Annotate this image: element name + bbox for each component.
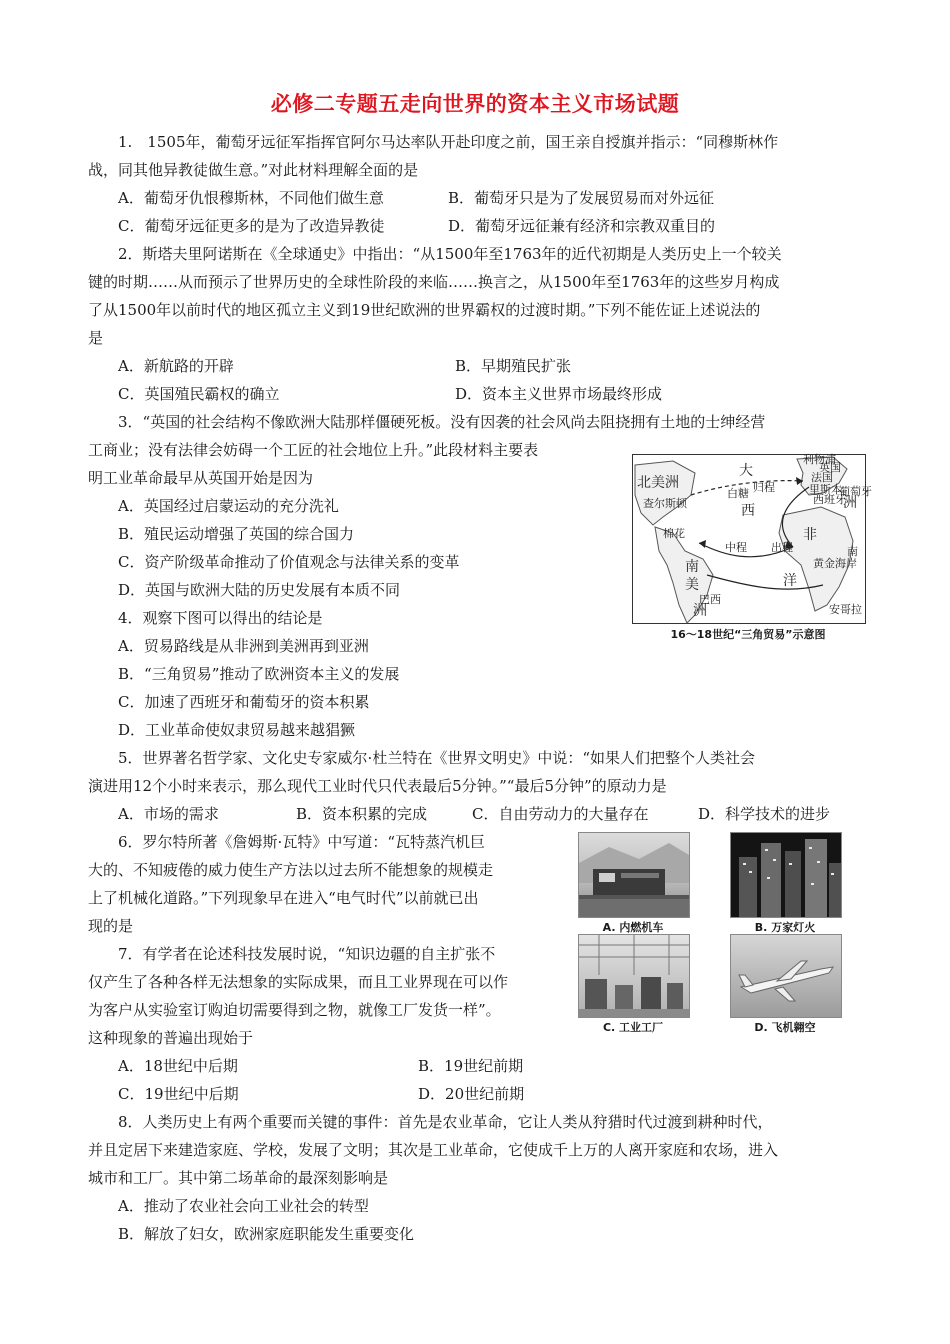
q4-option-c: C．加速了西班牙和葡萄牙的资本积累 [118, 693, 370, 711]
label-nan2: 南 [847, 545, 858, 558]
label-liverpool: 利物浦 [803, 453, 836, 466]
q1-option-a: A．葡萄牙仇恨穆斯林，不同他们做生意 [118, 189, 384, 207]
q3-option-d: D．英国与欧洲大陆的历史发展有本质不同 [118, 581, 401, 599]
q3-option-c: C．资产阶级革命推动了价值观念与法律关系的变革 [118, 553, 460, 571]
q8-option-a: A．推动了农业社会向工业社会的转型 [118, 1197, 369, 1215]
label-charleston: 查尔斯顿 [643, 497, 687, 510]
label-sugar: 白糖 [727, 487, 749, 500]
q4-stem-line1: 4．观察下图可以得出的结论是 [118, 609, 323, 627]
q3-stem-line2: 工商业；没有法律会妨碍一个工匠的社会地位上升。”此段材料主要表 [88, 441, 539, 459]
q8-option-b: B．解放了妇女，欧洲家庭职能发生重要变化 [118, 1225, 415, 1243]
photo-d-caption: D. 飞机翱空 [754, 1021, 816, 1034]
label-england: 英国 [819, 461, 841, 474]
label-zhou: 洲 [843, 495, 857, 511]
label-lisbon: 里斯本 [809, 483, 842, 496]
q3-stem-line3: 明工业革命最早从英国开始是因为 [88, 469, 314, 487]
label-brazil: 巴西 [699, 593, 721, 606]
q2-option-d: D．资本主义世界市场最终形成 [455, 385, 663, 403]
q6-stem-line4: 现的是 [88, 917, 134, 935]
label-angola: 安哥拉 [829, 603, 862, 616]
q8-stem-line3: 城市和工厂。其中第二场革命的最深刻影响是 [88, 1169, 389, 1187]
q2-option-c: C．英国殖民霸权的确立 [118, 385, 280, 403]
q7-option-d: D．20世纪前期 [418, 1085, 525, 1103]
q7-option-b: B．19世纪前期 [418, 1057, 524, 1075]
q3-option-a: A．英国经过启蒙运动的充分洗礼 [118, 497, 339, 515]
q2-option-b: B．早期殖民扩张 [455, 357, 572, 375]
label-xi: 西 [741, 503, 755, 519]
q7-stem-line3: 为客户从实验室订购迫切需要得到之物，就像工厂发货一样”。 [88, 1001, 501, 1019]
label-north-america: 北美洲 [637, 475, 679, 491]
label-gold-coast: 黄金海岸 [813, 557, 857, 570]
q1-option-b: B．葡萄牙只是为了发展贸易而对外远征 [448, 189, 715, 207]
q1-option-c: C．葡萄牙远征更多的是为了改造异教徒 [118, 217, 385, 235]
q6-stem-line3: 上了机械化道路。”下列现象早在进入“电气时代”以前就已出 [88, 889, 479, 907]
q2-stem-line2: 键的时期……从而预示了世界历史的全球性阶段的来临……换言之，从1500年至1763年的这些岁月构成 [88, 273, 780, 291]
q5-stem-line1: 5．世界著名哲学家、文化史专家威尔·杜兰特在《世界文明史》中说：“如果人们把整个人类社会 [118, 749, 755, 767]
label-guicheng: 归程 [753, 481, 775, 494]
q4-option-d: D．工业革命使奴隶贸易越来越猖獗 [118, 721, 356, 739]
q5-stem-line2: 演进用12个小时来表示，那么现代工业时代只代表最后5分钟。”“最后5分钟”的原动力是 [88, 777, 667, 795]
q1-stem-line1: 1. 1505年，葡萄牙远征军指挥官阿尔马达率队开赴印度之前，国王亲自授旗并指示：“同穆斯林作 [118, 133, 779, 151]
label-zhongcheng: 中程 [725, 541, 747, 554]
q8-stem-line2: 并且定居下来建造家庭、学校，发展了文明；其次是工业革命，它使成千上万的人离开家庭和农场，进入 [88, 1141, 779, 1159]
label-zhou2: 洲 [693, 603, 707, 619]
q5-option-d: D．科学技术的进步 [698, 805, 831, 823]
q8-stem-line1: 8．人类历史上有两个重要而关键的事件：首先是农业革命，它让人类从狩猎时代过渡到耕种时代， [118, 1113, 773, 1131]
q3-stem-line1: 3．“英国的社会结构不像欧洲大陆那样僵硬死板。没有因袭的社会风尚去阻挠拥有土地的士绅经营 [118, 413, 766, 431]
q7-option-c: C．19世纪中后期 [118, 1085, 239, 1103]
map-caption: 16～18世纪“三角贸易”示意图 [670, 628, 826, 641]
label-cotton: 棉花 [663, 527, 685, 540]
page-title: 必修二专题五走向世界的资本主义市场试题 [270, 92, 680, 116]
label-chucheng: 出程 [771, 541, 793, 554]
q2-stem-line1: 2．斯塔夫里阿诺斯在《全球通史》中指出：“从1500年至1763年的近代初期是人类历史上一个较关 [118, 245, 782, 263]
q6-stem-line2: 大的、不知疲倦的威力使生产方法以过去所不能想象的规模走 [88, 861, 494, 879]
label-spain: 西班牙 [813, 493, 846, 506]
map-drawing [633, 453, 872, 623]
label-portugal: 葡萄牙 [839, 485, 872, 498]
photo-city-lights [730, 832, 842, 918]
label-mei: 美 [685, 577, 699, 593]
label-france: 法国 [811, 471, 833, 484]
q5-option-b: B．资本积累的完成 [296, 805, 428, 823]
photo-a-caption: A. 内燃机车 [602, 921, 664, 934]
q7-stem-line4: 这种现象的普遍出现始于 [88, 1029, 254, 1047]
label-da: 大 [739, 463, 753, 479]
q3-option-b: B．殖民运动增强了英国的综合国力 [118, 525, 355, 543]
label-nan: 南 [685, 559, 699, 575]
q2-stem-line3: 了从1500年以前时代的地区孤立主义到19世纪欧洲的世界霸权的过渡时期。”下列不能佐证上述说法的 [88, 301, 761, 319]
q4-option-b: B．“三角贸易”推动了欧洲资本主义的发展 [118, 665, 400, 683]
label-yang: 洋 [783, 573, 797, 589]
q1-stem-line2: 战，同其他异教徒做生意。”对此材料理解全面的是 [88, 161, 419, 179]
q7-option-a: A．18世纪中后期 [118, 1057, 238, 1075]
photo-diesel-locomotive [578, 832, 690, 918]
q4-option-a: A．贸易路线是从非洲到美洲再到亚洲 [118, 637, 369, 655]
q1-option-d: D．葡萄牙远征兼有经济和宗教双重目的 [448, 217, 716, 235]
photo-c-caption: C. 工业工厂 [602, 1021, 664, 1034]
q2-stem-line4: 是 [88, 329, 104, 347]
q7-stem-line2: 仅产生了各种各样无法想象的实际成果，而且工业界现在可以作 [88, 973, 509, 991]
q6-stem-line1: 6．罗尔特所著《詹姆斯·瓦特》中写道：“瓦特蒸汽机巨 [118, 833, 485, 851]
photo-airplane [730, 934, 842, 1018]
photo-industrial-factory [578, 934, 690, 1018]
north-america-landmass [635, 461, 695, 525]
label-fei: 非 [803, 527, 817, 543]
q2-option-a: A．新航路的开辟 [118, 357, 234, 375]
q5-option-a: A．市场的需求 [118, 805, 219, 823]
q7-stem-line1: 7．有学者在论述科技发展时说，“知识边疆的自主扩张不 [118, 945, 496, 963]
q5-option-c: C．自由劳动力的大量存在 [472, 805, 649, 823]
triangle-trade-map [632, 453, 872, 624]
photo-b-caption: B. 万家灯火 [754, 921, 816, 934]
